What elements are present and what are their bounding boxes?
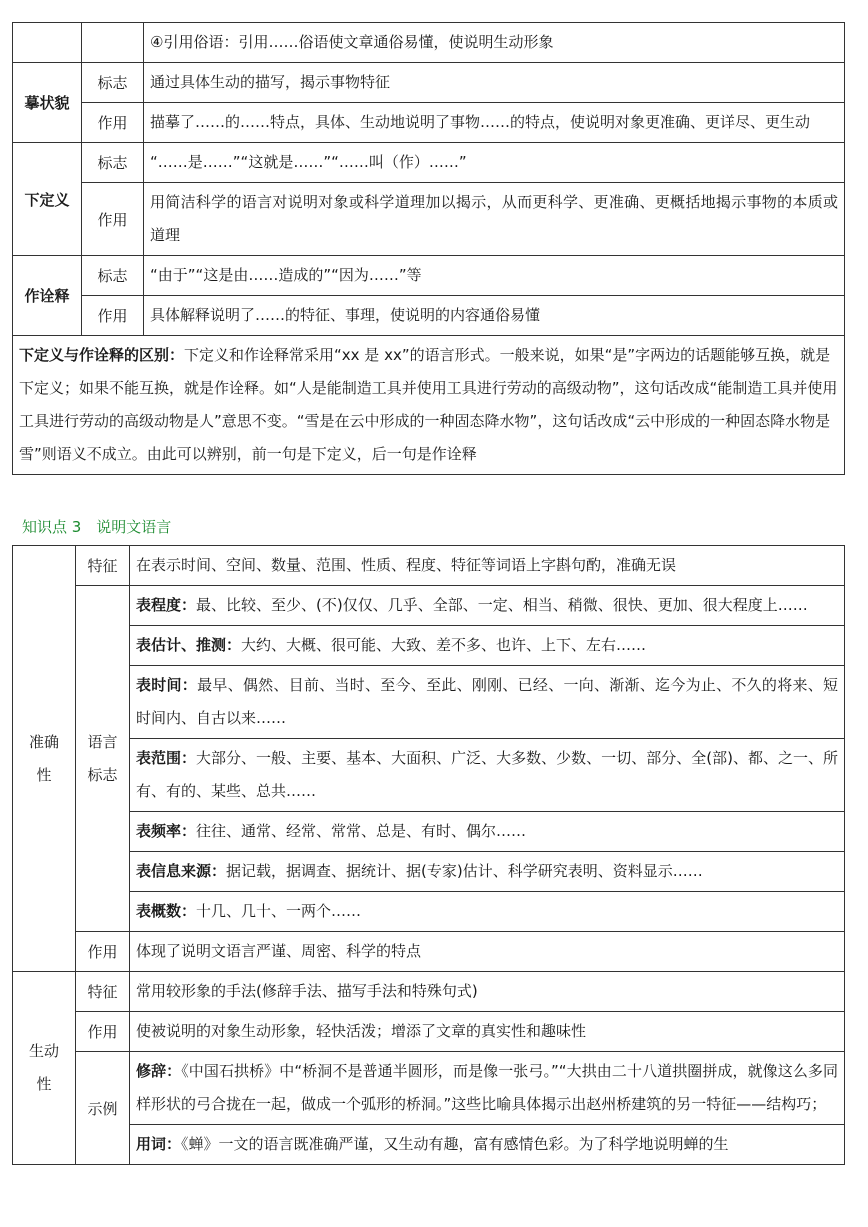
sign-label: 标志 — [82, 143, 144, 183]
table-row — [13, 812, 845, 852]
item-text: 往往、通常、经常、常常、总是、有时、偶尔…… — [196, 822, 527, 840]
language-table — [12, 545, 845, 1165]
language-sign-label — [76, 586, 130, 932]
table-row — [13, 103, 845, 143]
empty-cell — [13, 23, 82, 63]
item-text: 十几、几十、一两个…… — [196, 902, 362, 920]
item-text: 据记载，据调查、据统计、据(专家)估计、科学研究表明、资料显示…… — [226, 862, 703, 880]
item-key: 表范围： — [136, 749, 197, 767]
table-row — [13, 336, 845, 475]
list-item — [130, 1052, 845, 1125]
list-item — [130, 1125, 845, 1165]
xiadingyi-sign: “……是……”“这就是……”“……叫（作）……” — [144, 143, 845, 183]
mozhuangmao-label: 摹状貌 — [13, 63, 82, 143]
list-item — [130, 852, 845, 892]
quote-proverb-text: ④引用俗语：引用……俗语使文章通俗易懂，使说明生动形象 — [144, 23, 845, 63]
difference-note — [13, 336, 845, 475]
sign-label: 标志 — [82, 256, 144, 296]
vividness-effect: 使被说明的对象生动形象，轻快活泼；增添了文章的真实性和趣味性 — [130, 1012, 845, 1052]
item-key: 表频率： — [136, 822, 197, 840]
item-text: 最早、偶然、目前、当时、至今、至此、刚刚、已经、一向、渐渐、迄今为止、不久的将来、短时间内、自古以来…… — [136, 676, 838, 727]
list-item — [130, 739, 845, 812]
table-row — [13, 23, 845, 63]
xiadingyi-effect: 用简洁科学的语言对说明对象或科学道理加以揭示，从而更科学、更准确、更概括地揭示事物的本质或道理 — [144, 183, 845, 256]
list-item — [130, 892, 845, 932]
table-row — [13, 296, 845, 336]
mozhuangmao-sign: 通过具体生动的描写，揭示事物特征 — [144, 63, 845, 103]
difference-text: 下定义和作诠释常采用“xx 是 xx”的语言形式。一般来说，如果“是”字两边的话题能够互换，就是下定义；如果不能互换，就是作诠释。如“人是能制造工具并使用工具进行劳动的高级动物”，这句话改成“能制造工具并使用工具进行劳动的高级动物是人”意思不变。“雪是在云中形成的一种固态降水物”，这句话改成“云中形成的一种固态降水物是雪”则语义不成立。由此可以辨别，前一句是下定义，后一句是作诠释 — [19, 346, 838, 463]
list-item — [130, 666, 845, 739]
effect-label: 作用 — [76, 1012, 130, 1052]
vividness-label-line2: 性 — [36, 1075, 52, 1093]
effect-label: 作用 — [82, 183, 144, 256]
accuracy-effect: 体现了说明文语言严谨、周密、科学的特点 — [130, 932, 845, 972]
list-item — [130, 586, 845, 626]
zuoquanshi-sign: “由于”“这是由……造成的”“因为……”等 — [144, 256, 845, 296]
difference-title: 下定义与作诠释的区别： — [19, 346, 185, 364]
table-row — [13, 183, 845, 256]
zuoquanshi-effect: 具体解释说明了……的特征、事理，使说明的内容通俗易懂 — [144, 296, 845, 336]
accuracy-feature: 在表示时间、空间、数量、范围、性质、程度、特征等词语上字斟句酌，准确无误 — [130, 546, 845, 586]
example-text: 《中国石拱桥》中“桥洞不是普通半圆形，而是像一张弓。”“大拱由二十八道拱圈拼成，就像这么多同样形状的弓合拢在一起，做成一个弧形的桥洞。”这些比喻具体揭示出赵州桥建筑的另一特征——结构巧； — [136, 1062, 838, 1113]
effect-label: 作用 — [82, 296, 144, 336]
table-row — [13, 586, 845, 626]
empty-cell — [82, 23, 144, 63]
table-row — [13, 1052, 845, 1125]
list-item — [130, 626, 845, 666]
explanation-methods-table — [12, 22, 845, 475]
item-key: 表估计、推测： — [136, 636, 242, 654]
table-row — [13, 143, 845, 183]
item-key: 表程度： — [136, 596, 197, 614]
accuracy-label — [13, 546, 76, 972]
table-row — [13, 739, 845, 812]
table-row — [13, 1125, 845, 1165]
table-row — [13, 626, 845, 666]
item-text: 大约、大概、很可能、大致、差不多、也许、上下、左右…… — [241, 636, 647, 654]
accuracy-label-line2: 性 — [36, 765, 52, 784]
vividness-feature: 常用较形象的手法(修辞手法、描写手法和特殊句式) — [130, 972, 845, 1012]
table-row — [13, 666, 845, 739]
language-sign-line2: 标志 — [87, 765, 118, 784]
item-key: 表时间： — [136, 676, 198, 694]
item-key: 表概数： — [136, 902, 197, 920]
section-heading: 知识点 3 说明文语言 — [22, 518, 172, 536]
mozhuangmao-effect: 描摹了……的……特点，具体、生动地说明了事物……的特点，使说明对象更准确、更详尽、更生动 — [144, 103, 845, 143]
example-label: 示例 — [76, 1052, 130, 1165]
table-row — [13, 63, 845, 103]
example-key: 用词： — [136, 1135, 182, 1153]
feature-label: 特征 — [76, 972, 130, 1012]
accuracy-label-line1: 准确 — [28, 732, 59, 751]
vividness-label — [13, 972, 76, 1165]
example-text: 《蝉》一文的语言既准确严谨，又生动有趣，富有感情色彩。为了科学地说明蝉的生 — [181, 1135, 729, 1153]
table-row — [13, 932, 845, 972]
item-text: 最、比较、至少、(不)仅仅、几乎、全部、一定、相当、稍微、很快、更加、很大程度上…… — [196, 596, 808, 614]
xiadingyi-label: 下定义 — [13, 143, 82, 256]
effect-label: 作用 — [76, 932, 130, 972]
zuoquanshi-label: 作诠释 — [13, 256, 82, 336]
table-row — [13, 256, 845, 296]
language-sign-line1: 语言 — [87, 732, 118, 751]
item-text: 大部分、一般、主要、基本、大面积、广泛、大多数、少数、一切、部分、全(部)、都、之一、所有、有的、某些、总共…… — [136, 749, 838, 800]
sign-label: 标志 — [82, 63, 144, 103]
vividness-label-line1: 生动 — [28, 1042, 59, 1060]
table-row — [13, 892, 845, 932]
effect-label: 作用 — [82, 103, 144, 143]
item-key: 表信息来源： — [136, 862, 227, 880]
table-row — [13, 852, 845, 892]
table-row — [13, 1012, 845, 1052]
table-row — [13, 972, 845, 1012]
example-key: 修辞： — [136, 1062, 182, 1080]
list-item — [130, 812, 845, 852]
table-row — [13, 546, 845, 586]
feature-label: 特征 — [76, 546, 130, 586]
